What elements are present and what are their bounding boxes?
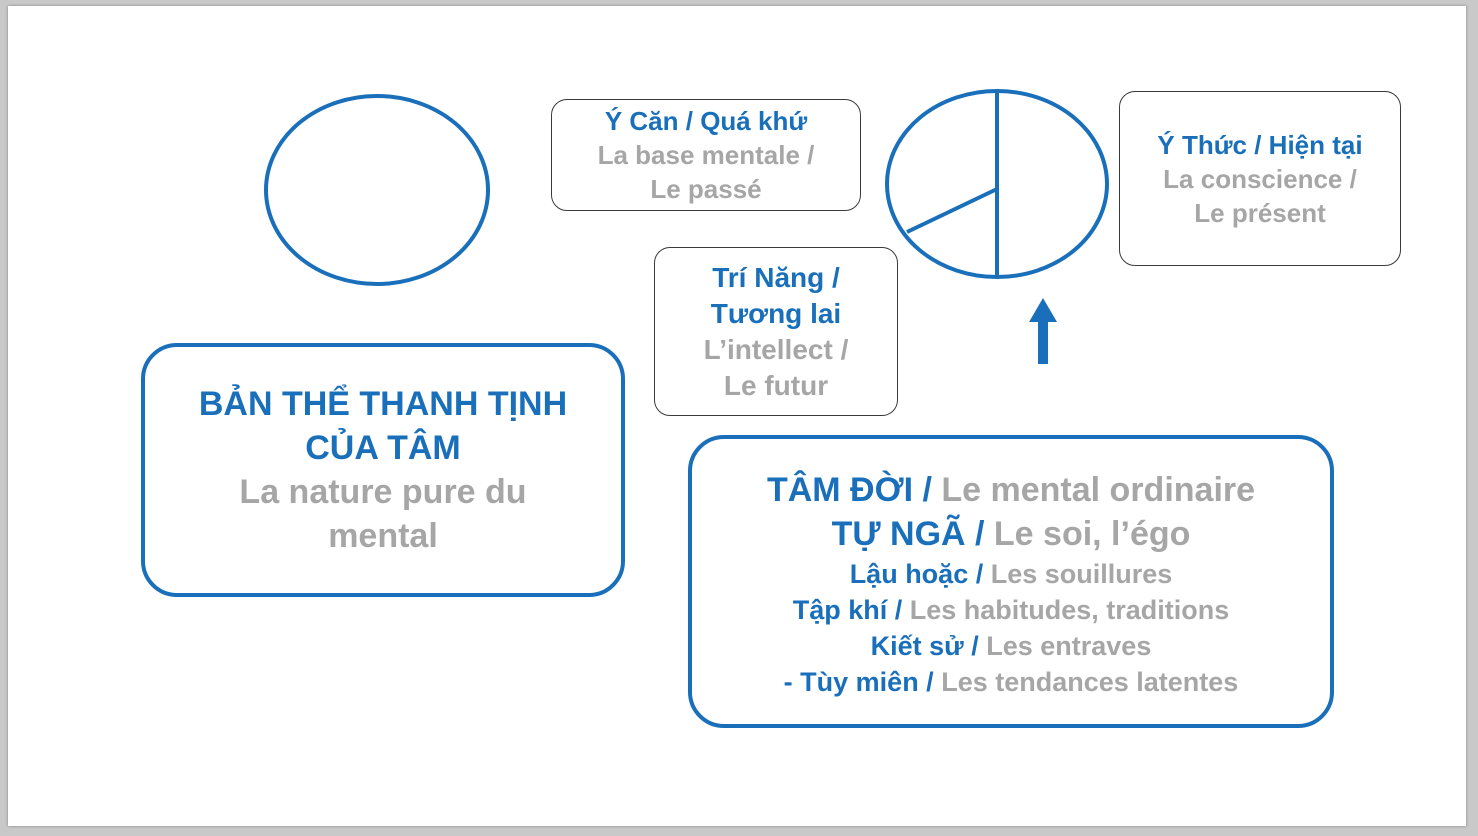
- y-can-fr-line1: La base mentale /: [597, 140, 815, 170]
- y-can-vi: Ý Căn / Quá khứ: [604, 106, 808, 136]
- slide: [8, 6, 1466, 826]
- ordinary-mind-line-1-fr: Le mental ordinaire: [931, 470, 1256, 509]
- y-thuc-fr-line1: La conscience /: [1163, 163, 1357, 194]
- ordinary-mind-line-6-fr: Les tendances latentes: [933, 666, 1239, 697]
- ordinary-mind-line-5-fr: Les entraves: [978, 630, 1152, 661]
- y-thuc-box: [1119, 91, 1401, 266]
- pure-nature-vi-line2: CỦA TÂM: [305, 429, 461, 467]
- ordinary-mind-line-1-vi: TÂM ĐỜI /: [766, 470, 932, 509]
- tri-nang-fr-line1: L’intellect /: [703, 333, 849, 365]
- y-can-fr-line2: Le passé: [650, 174, 762, 204]
- tri-nang-vi-line2: Tương lai: [710, 297, 842, 329]
- ordinary-mind-line-4-vi: Tập khí /: [792, 594, 903, 625]
- y-thuc-fr-line2: Le présent: [1194, 197, 1326, 228]
- y-can-box: [551, 99, 861, 211]
- tri-nang-box: [654, 247, 898, 416]
- pie-circle: [885, 89, 1109, 281]
- ordinary-mind-line-5-vi: Kiết sử /: [870, 630, 979, 661]
- ordinary-mind-line-2-fr: Le soi, l’égo: [984, 514, 1191, 553]
- ordinary-mind-line-2-vi: TỰ NGÃ /: [831, 514, 985, 553]
- ordinary-mind-line-6: [784, 664, 1239, 700]
- y-thuc-vi: Ý Thức / Hiện tại: [1157, 129, 1363, 160]
- pure-nature-fr-line1: La nature pure du: [239, 473, 527, 511]
- ordinary-mind-line-2: [832, 512, 1191, 556]
- pure-nature-fr-line2: mental: [328, 517, 438, 555]
- ordinary-mind-line-6-vi: - Tùy miên /: [783, 666, 934, 697]
- pure-nature-vi-line1: BẢN THỂ THANH TỊNH: [198, 385, 568, 423]
- ordinary-mind-line-1: [767, 468, 1255, 512]
- ordinary-mind-line-3-vi: Lậu hoặc /: [849, 558, 984, 589]
- tri-nang-fr-line2: Le futur: [723, 369, 829, 401]
- ordinary-mind-line-5: [871, 628, 1152, 664]
- empty-ellipse: [264, 94, 490, 286]
- ordinary-mind-line-3-fr: Les souillures: [983, 558, 1173, 589]
- up-arrow: [1028, 298, 1058, 364]
- ordinary-mind-line-4-fr: Les habitudes, traditions: [902, 594, 1230, 625]
- ordinary-mind-line-3: [850, 556, 1173, 592]
- ordinary-mind-box: [688, 435, 1334, 728]
- tri-nang-vi-line1: Trí Năng /: [712, 261, 840, 293]
- ordinary-mind-line-4: [793, 592, 1230, 628]
- pure-nature-box: [141, 343, 625, 597]
